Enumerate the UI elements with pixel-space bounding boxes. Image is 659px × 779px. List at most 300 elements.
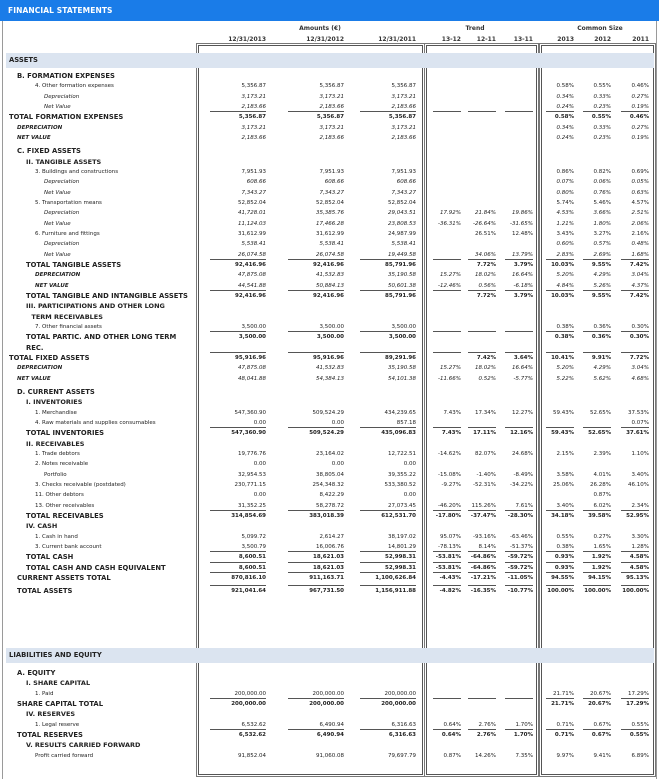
amount-cell: 58,278.72	[316, 502, 344, 509]
amount-cell: 3,173.21	[391, 124, 416, 131]
amount-cell: 200,000.00	[312, 690, 344, 697]
common-size-cell: 17.29%	[628, 690, 649, 697]
amount-cell: 41,728.01	[238, 210, 266, 217]
common-size-cell: 0.24%	[556, 134, 574, 141]
column-header: 12/31/2012	[306, 36, 344, 43]
common-size-cell: 3.43%	[556, 230, 574, 237]
amount-cell: 18,621.03	[313, 554, 344, 561]
amount-cell: 52,998.31	[385, 554, 416, 561]
common-size-cell: 5.20%	[556, 365, 574, 372]
row-label: Net Value	[44, 251, 71, 258]
trend-cell: -11.05%	[507, 574, 533, 581]
trend-cell: -17.80%	[435, 512, 461, 519]
amount-cell: 8,600.51	[238, 554, 266, 561]
table-row	[0, 312, 659, 322]
table-row	[0, 219, 659, 229]
amount-cell: 50,601.38	[388, 282, 416, 289]
common-size-cell: 26.28%	[590, 481, 611, 488]
amount-cell: 17,466.28	[316, 220, 344, 227]
amount-cell: 612,531.70	[381, 512, 416, 519]
common-size-cell: 17.29%	[626, 700, 649, 707]
common-size-cell: 0.46%	[629, 114, 649, 121]
common-size-cell: 0.38%	[554, 334, 574, 341]
amount-cell: 6,316.63	[391, 721, 416, 728]
common-size-cell: 10.03%	[551, 292, 574, 299]
amount-cell: 0.00	[403, 492, 416, 499]
amount-cell: 0.00	[403, 461, 416, 468]
common-size-cell: 0.71%	[554, 731, 574, 738]
trend-cell: -17.21%	[470, 574, 496, 581]
common-size-cell: 4.68%	[631, 375, 649, 382]
common-size-cell: 3.40%	[556, 502, 574, 509]
row-label: 1. Trade debtors	[35, 450, 80, 457]
amount-cell: 41,532.83	[316, 272, 344, 279]
row-label: TOTAL ASSETS	[17, 587, 73, 596]
common-size-cell: 59.43%	[551, 430, 574, 437]
common-size-cell: 4.84%	[556, 282, 574, 289]
row-label: CURRENT ASSETS TOTAL	[17, 573, 111, 582]
trend-cell: 12.48%	[512, 230, 533, 237]
amount-cell: 8,600.51	[238, 564, 266, 571]
common-size-cell: 0.24%	[556, 103, 574, 110]
trend-cell: 0.56%	[478, 282, 496, 289]
trend-cell: 7.72%	[476, 292, 496, 299]
amount-cell: 967,731.50	[309, 588, 344, 595]
table-row	[0, 470, 659, 480]
common-size-cell: 3.04%	[631, 272, 649, 279]
amount-cell: 92,416.96	[313, 261, 344, 268]
amount-cell: 32,954.53	[238, 471, 266, 478]
total-row	[0, 511, 659, 521]
common-size-cell: 10.41%	[551, 354, 574, 361]
amount-cell: 91,060.08	[316, 752, 344, 759]
trend-cell: 13.79%	[512, 251, 533, 258]
amount-cell: 2,183.66	[241, 103, 266, 110]
amount-cell: 3,500.00	[388, 334, 416, 341]
trend-cell: 24.68%	[512, 450, 533, 457]
row-label: 2. Notes receivable	[35, 461, 89, 468]
trend-cell: -5.77%	[513, 375, 533, 382]
row-label: NET VALUE	[17, 134, 51, 141]
table-row	[0, 92, 659, 102]
row-label: A. EQUITY	[17, 669, 56, 677]
assets-section-label: ASSETS	[9, 56, 38, 64]
amount-cell: 5,356.87	[319, 83, 344, 90]
amount-cell: 19,449.58	[388, 251, 416, 258]
amount-cell: 3,173.21	[241, 124, 266, 131]
row-label: 1. Cash in hand	[35, 533, 78, 540]
table-row	[0, 146, 659, 156]
amount-cell: 41,532.83	[316, 365, 344, 372]
table-row	[0, 71, 659, 81]
table-row	[0, 740, 659, 750]
common-size-cell: 7.42%	[629, 261, 649, 268]
common-size-cell: 1.21%	[556, 220, 574, 227]
amount-cell: 35,385.76	[316, 210, 344, 217]
amount-cell: 92,416.96	[235, 261, 266, 268]
common-size-cell: 37.61%	[626, 430, 649, 437]
total-row	[0, 573, 659, 583]
table-row	[0, 208, 659, 218]
total-row	[0, 428, 659, 438]
common-size-cell: 7.72%	[629, 354, 649, 361]
row-label: C. FIXED ASSETS	[17, 147, 81, 156]
table-row	[0, 397, 659, 407]
common-size-cell: 20.67%	[590, 690, 611, 697]
amount-cell: 18,621.03	[313, 564, 344, 571]
amount-cell: 5,538.41	[391, 241, 416, 248]
amount-cell: 7,951.93	[391, 168, 416, 175]
amount-cell: 3,500.00	[238, 334, 266, 341]
trend-cell: 18.02%	[475, 365, 496, 372]
amount-cell: 3,500.00	[391, 323, 416, 330]
amount-cell: 50,884.13	[316, 282, 344, 289]
amount-cell: 79,697.79	[388, 752, 416, 759]
total-row	[0, 332, 659, 342]
amount-cell: 509,524.29	[312, 409, 344, 416]
common-size-cell: 1.10%	[631, 450, 649, 457]
amount-cell: 547,360.90	[231, 430, 266, 437]
common-size-cell: 21.71%	[551, 700, 574, 707]
amount-cell: 200,000.00	[231, 700, 266, 707]
common-size-cell: 1.68%	[631, 251, 649, 258]
amount-cell: 200,000.00	[384, 690, 416, 697]
common-size-cell: 0.36%	[591, 334, 611, 341]
common-size-cell: 0.33%	[593, 93, 611, 100]
trend-cell: 18.02%	[475, 272, 496, 279]
table-row	[0, 177, 659, 187]
common-size-cell: 3.04%	[631, 365, 649, 372]
table-row	[0, 532, 659, 542]
trend-cell: -36.31%	[438, 220, 461, 227]
row-label: TOTAL RESERVES	[17, 730, 83, 739]
trend-cell: 7.35%	[515, 752, 533, 759]
amount-cell: 6,490.94	[319, 721, 344, 728]
trend-cell: 7.43%	[441, 430, 461, 437]
common-size-cell: 0.19%	[631, 103, 649, 110]
common-size-cell: 0.34%	[556, 93, 574, 100]
common-size-cell: 2.83%	[556, 251, 574, 258]
common-size-cell: 21.71%	[553, 690, 574, 697]
amount-cell: 23,164.02	[316, 450, 344, 457]
amount-cell: 14,801.29	[388, 543, 416, 550]
common-size-cell: 0.87%	[593, 492, 611, 499]
row-label: 7. Other financial assets	[35, 323, 102, 330]
common-size-cell: 0.48%	[631, 241, 649, 248]
row-label: 4. Raw materials and supplies consumables	[35, 419, 156, 426]
common-size-cell: 0.36%	[593, 323, 611, 330]
trend-cell: -59.72%	[507, 554, 533, 561]
row-label: Depreciation	[44, 179, 80, 186]
trend-cell: 17.34%	[475, 409, 496, 416]
trend-cell: -6.18%	[513, 282, 533, 289]
trend-cell: -52.31%	[473, 481, 496, 488]
common-size-cell: 0.63%	[631, 189, 649, 196]
trend-cell: -93.16%	[473, 533, 496, 540]
common-size-cell: 0.23%	[593, 103, 611, 110]
row-label: 13. Other receivables	[35, 502, 95, 509]
amount-cell: 3,173.21	[319, 124, 344, 131]
trend-cell: 12.16%	[510, 430, 533, 437]
column-header: 12/31/2013	[228, 36, 266, 43]
common-size-cell: 9.91%	[591, 354, 611, 361]
common-size-cell: 9.97%	[556, 752, 574, 759]
common-size-cell: 0.60%	[556, 241, 574, 248]
trend-group-header: Trend	[465, 25, 485, 32]
common-size-cell: 20.67%	[588, 700, 611, 707]
common-size-cell: 2.51%	[631, 210, 649, 217]
amount-cell: 383,018.39	[309, 512, 344, 519]
table-row	[0, 459, 659, 469]
trend-cell: -8.49%	[513, 471, 533, 478]
amount-cell: 857.18	[396, 419, 416, 426]
amount-cell: 3,173.21	[319, 93, 344, 100]
amount-cell: 52,852.04	[388, 199, 416, 206]
row-label: III. PARTICIPATIONS AND OTHER LONG	[26, 302, 165, 311]
row-label: 1. Legal reserve	[35, 721, 80, 728]
table-row	[0, 678, 659, 688]
row-label: SHARE CAPITAL TOTAL	[17, 699, 104, 708]
trend-cell: 0.64%	[441, 731, 461, 738]
common-size-cell: 4.53%	[556, 210, 574, 217]
row-label: TOTAL TANGIBLE AND INTANGIBLE ASSETS	[26, 291, 188, 300]
trend-cell: 17.92%	[440, 210, 461, 217]
common-size-cell: 3.40%	[631, 471, 649, 478]
common-size-cell: 4.58%	[629, 554, 649, 561]
amount-cell: 200,000.00	[309, 700, 344, 707]
common-size-cell: 9.55%	[591, 292, 611, 299]
row-label: B. FORMATION EXPENSES	[17, 72, 115, 80]
amount-cell: 608.66	[396, 179, 416, 186]
common-size-cell: 1.28%	[631, 543, 649, 550]
common-size-cell: 4.29%	[593, 365, 611, 372]
amount-cell: 254,348.32	[312, 481, 344, 488]
common-size-cell: 0.38%	[556, 543, 574, 550]
common-size-cell: 2.06%	[631, 220, 649, 227]
trend-cell: -9.27%	[441, 481, 461, 488]
amount-cell: 314,854.69	[231, 512, 266, 519]
common-size-cell: 94.15%	[588, 574, 611, 581]
row-label: TOTAL CASH	[26, 553, 74, 562]
table-row	[0, 229, 659, 239]
trend-cell: 15.27%	[440, 365, 461, 372]
amount-cell: 54,101.38	[388, 375, 416, 382]
trend-cell: 14.26%	[475, 752, 496, 759]
trend-cell: 2.76%	[476, 731, 496, 738]
amounts-group-header: Amounts (€)	[299, 25, 341, 32]
amount-cell: 2,183.66	[241, 134, 266, 141]
amount-cell: 1,156,911.88	[375, 588, 416, 595]
common-size-cell: 6.89%	[631, 752, 649, 759]
row-label: 3. Checks receivable (postdated)	[35, 481, 126, 488]
common-size-cell: 0.71%	[556, 721, 574, 728]
amount-cell: 911,163.71	[309, 574, 344, 581]
trend-cell: 7.43%	[443, 409, 461, 416]
trend-cell: -34.22%	[510, 481, 533, 488]
trend-cell: -15.08%	[438, 471, 461, 478]
common-size-cell: 52.65%	[590, 409, 611, 416]
amount-cell: 92,416.96	[235, 292, 266, 299]
trend-cell: 0.87%	[443, 752, 461, 759]
trend-cell: 16.64%	[512, 365, 533, 372]
amount-cell: 230,771.15	[234, 481, 266, 488]
amount-cell: 7,343.27	[241, 189, 266, 196]
table-row	[0, 157, 659, 167]
trend-cell: 7.72%	[476, 261, 496, 268]
common-size-cell: 0.05%	[631, 179, 649, 186]
common-size-cell: 0.55%	[591, 114, 611, 121]
common-size-cell: 0.55%	[631, 721, 649, 728]
common-size-cell: 2.16%	[631, 230, 649, 237]
row-label: II. TANGIBLE ASSETS	[26, 157, 102, 166]
common-size-cell: 0.07%	[631, 419, 649, 426]
total-row	[0, 699, 659, 709]
assets-section-row	[0, 55, 659, 65]
table-row	[0, 167, 659, 177]
trend-cell: 0.52%	[478, 375, 496, 382]
common-size-cell: 4.58%	[629, 564, 649, 571]
amount-cell: 52,998.31	[385, 564, 416, 571]
common-size-cell: 1.80%	[593, 220, 611, 227]
row-label: IV. RESERVES	[26, 710, 76, 719]
common-size-cell: 10.03%	[551, 261, 574, 268]
amount-cell: 38,805.04	[316, 471, 344, 478]
table-row	[0, 198, 659, 208]
common-size-cell: 25.06%	[553, 481, 574, 488]
window-title: FINANCIAL STATEMENTS	[0, 0, 659, 21]
trend-cell: -14.62%	[438, 450, 461, 457]
column-header: 13-12	[441, 36, 461, 43]
common-size-cell: 59.43%	[553, 409, 574, 416]
amount-cell: 3,500.00	[241, 323, 266, 330]
amount-cell: 7,951.93	[319, 168, 344, 175]
common-size-cell: 5.74%	[556, 199, 574, 206]
amount-cell: 85,791.96	[385, 261, 416, 268]
trend-cell: -51.37%	[510, 543, 533, 550]
row-label: I. SHARE CAPITAL	[26, 679, 91, 688]
common-size-cell: 4.57%	[631, 199, 649, 206]
row-label: NET VALUE	[17, 375, 51, 382]
trend-cell: -1.40%	[476, 471, 496, 478]
row-label: 5. Transportation means	[35, 199, 102, 206]
amount-cell: 1,100,626.84	[375, 574, 416, 581]
row-label: NET VALUE	[35, 282, 69, 289]
amount-cell: 39,355.22	[388, 471, 416, 478]
table-row	[0, 480, 659, 490]
common-size-cell: 0.55%	[629, 731, 649, 738]
amount-cell: 38,197.02	[388, 533, 416, 540]
amount-cell: 31,612.99	[238, 230, 266, 237]
amount-cell: 0.00	[253, 492, 266, 499]
trend-cell: 26.51%	[475, 230, 496, 237]
amount-cell: 3,500.00	[319, 323, 344, 330]
common-size-cell: 0.55%	[593, 83, 611, 90]
table-row	[0, 449, 659, 459]
table-row	[0, 387, 659, 397]
trend-cell: -11.66%	[438, 375, 461, 382]
amount-cell: 434,239.65	[384, 409, 416, 416]
amount-cell: 16,006.76	[316, 543, 344, 550]
amount-cell: 6,316.63	[388, 731, 416, 738]
common-size-cell: 46.10%	[628, 481, 649, 488]
row-label: DEPRECIATION	[17, 124, 63, 131]
row-label: I. INVENTORIES	[26, 398, 83, 407]
row-label: 1. Merchandise	[35, 409, 77, 416]
amount-cell: 52,852.04	[238, 199, 266, 206]
table-row	[0, 81, 659, 91]
common-size-cell: 5.26%	[593, 282, 611, 289]
table-row	[0, 374, 659, 384]
amount-cell: 92,416.96	[313, 292, 344, 299]
trend-cell: 19.86%	[512, 210, 533, 217]
liabilities-section-label: LIABILITIES AND EQUITY	[9, 651, 102, 659]
amount-cell: 608.66	[324, 179, 344, 186]
common-size-cell: 0.46%	[631, 83, 649, 90]
row-label: Net Value	[44, 189, 71, 196]
amount-cell: 19,776.76	[238, 450, 266, 457]
trend-cell: -53.81%	[435, 564, 461, 571]
common-size-cell: 94.55%	[551, 574, 574, 581]
amount-cell: 47,875.08	[238, 365, 266, 372]
trend-cell: 7.61%	[515, 502, 533, 509]
trend-cell: 34.06%	[475, 251, 496, 258]
row-label: 3. Buildings and constructions	[35, 168, 119, 175]
table-row	[0, 668, 659, 678]
table-row	[0, 751, 659, 761]
trend-cell: -63.46%	[510, 533, 533, 540]
common-size-cell: 0.23%	[593, 134, 611, 141]
common-size-cell: 0.27%	[631, 124, 649, 131]
row-label: REC.	[26, 343, 44, 352]
common-size-cell: 3.58%	[556, 471, 574, 478]
trend-cell: -31.65%	[510, 220, 533, 227]
common-size-cell: 2.69%	[593, 251, 611, 258]
common-size-cell: 5.20%	[556, 272, 574, 279]
row-label: 6. Furniture and fittings	[35, 230, 100, 237]
common-size-cell: 0.57%	[593, 241, 611, 248]
common-size-cell: 0.93%	[554, 564, 574, 571]
row-label: V. RESULTS CARRIED FORWARD	[26, 741, 141, 750]
amount-cell: 200,000.00	[234, 690, 266, 697]
amount-cell: 31,612.99	[316, 230, 344, 237]
table-row	[0, 709, 659, 719]
table-row	[0, 301, 659, 311]
common-size-cell: 37.53%	[628, 409, 649, 416]
common-size-cell: 4.37%	[631, 282, 649, 289]
trend-cell: -28.30%	[507, 512, 533, 519]
common-size-cell: 39.58%	[588, 512, 611, 519]
trend-cell: -78.13%	[438, 543, 461, 550]
amount-cell: 8,422.29	[319, 492, 344, 499]
common-size-cell: 0.76%	[593, 189, 611, 196]
row-label: TOTAL PARTIC. AND OTHER LONG TERM	[26, 333, 177, 342]
trend-cell: -10.77%	[507, 588, 533, 595]
amount-cell: 29,043.51	[388, 210, 416, 217]
amount-cell: 509,524.29	[309, 430, 344, 437]
amount-cell: 47,875.08	[238, 272, 266, 279]
amount-cell: 3,173.21	[241, 93, 266, 100]
total-row	[0, 112, 659, 122]
table-row	[0, 408, 659, 418]
row-label: 4. Other formation expenses	[35, 83, 114, 90]
trend-cell: 95.07%	[440, 533, 461, 540]
trend-cell: 12.27%	[512, 409, 533, 416]
common-size-cell: 0.07%	[556, 179, 574, 186]
amount-cell: 2,614.27	[319, 533, 344, 540]
common-size-cell: 0.58%	[556, 83, 574, 90]
total-row	[0, 260, 659, 270]
trend-cell: 3.79%	[513, 292, 533, 299]
